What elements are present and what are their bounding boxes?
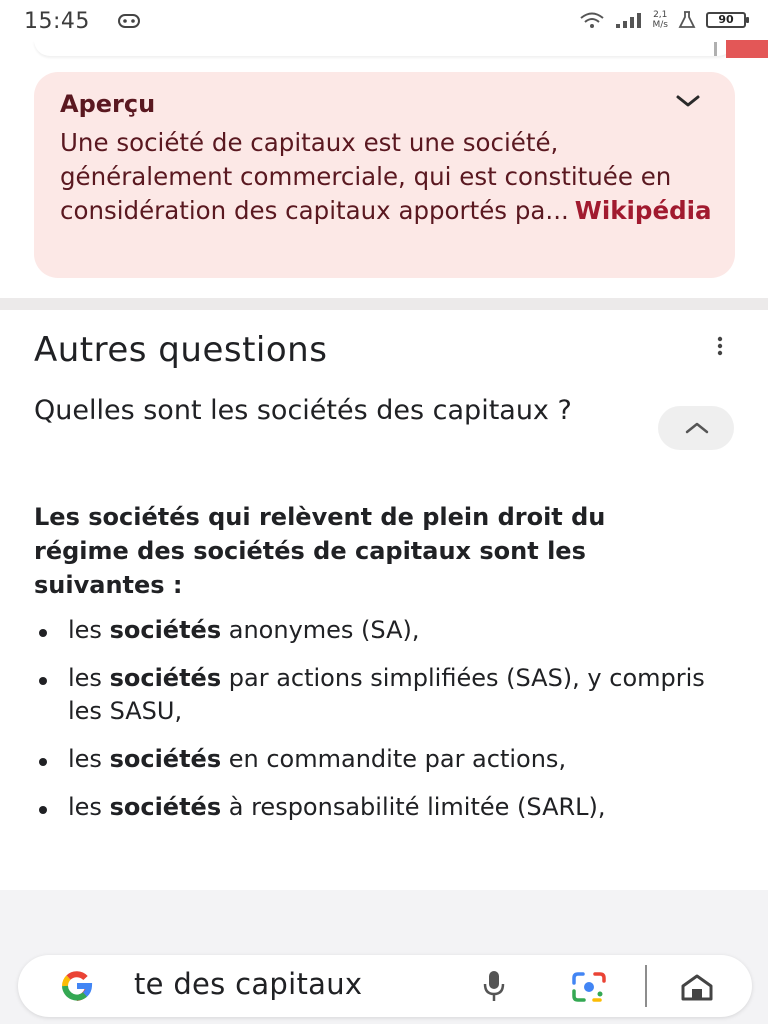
status-time: 15:45 <box>24 9 90 34</box>
search-input[interactable]: te des capitaux <box>134 967 363 1001</box>
google-lens-icon[interactable] <box>570 971 608 1003</box>
list-item: les sociétés à responsabilité limitée (SARL), <box>34 791 714 824</box>
more-options-icon[interactable] <box>716 336 724 356</box>
wikipedia-link[interactable]: Wikipédia <box>574 196 712 225</box>
network-speed <box>653 10 669 30</box>
battery-indicator: 90 <box>706 12 746 28</box>
home-icon[interactable] <box>680 973 714 1001</box>
status-icons <box>579 10 747 30</box>
microphone-icon[interactable] <box>482 969 506 1003</box>
scroll-indicator <box>714 42 717 56</box>
chevron-down-icon[interactable] <box>675 94 701 108</box>
list-item: les sociétés par actions simplifiées (SAS), y compris les SASU, <box>34 662 714 728</box>
question-text[interactable]: Quelles sont les sociétés des capitaux ? <box>34 395 572 426</box>
red-side-tab <box>726 40 768 58</box>
search-bar[interactable] <box>18 955 752 1017</box>
list-item: les sociétés anonymes (SA), <box>34 614 714 647</box>
overview-card[interactable] <box>34 72 735 278</box>
previous-card-edge <box>34 40 734 56</box>
search-bar-separator <box>645 965 647 1007</box>
answer-list <box>34 614 714 839</box>
speed-unit: M/s <box>652 20 668 30</box>
other-questions-title: Autres questions <box>34 330 328 370</box>
list-item: les sociétés en commandite par actions, <box>34 743 714 776</box>
overview-title: Aperçu <box>60 90 156 118</box>
signal-icon <box>615 11 643 29</box>
google-logo-icon[interactable] <box>52 967 102 1005</box>
flask-icon <box>678 11 696 29</box>
gamepad-icon <box>118 14 140 28</box>
wifi-icon <box>579 11 605 29</box>
chevron-up-icon <box>684 421 710 435</box>
overview-snippet: Une société de capitaux est une société, généralement commerciale, qui est constituée en considération des capitaux apportés pa... <box>60 128 672 225</box>
section-divider <box>0 298 768 310</box>
overview-text <box>60 126 720 228</box>
answer-heading: Les sociétés qui relèvent de plein droit du régime des sociétés de capitaux sont les suivantes : <box>34 503 606 599</box>
status-bar <box>0 0 768 44</box>
collapse-question-button[interactable] <box>658 406 734 450</box>
speed-value: 2,1 <box>653 10 668 20</box>
